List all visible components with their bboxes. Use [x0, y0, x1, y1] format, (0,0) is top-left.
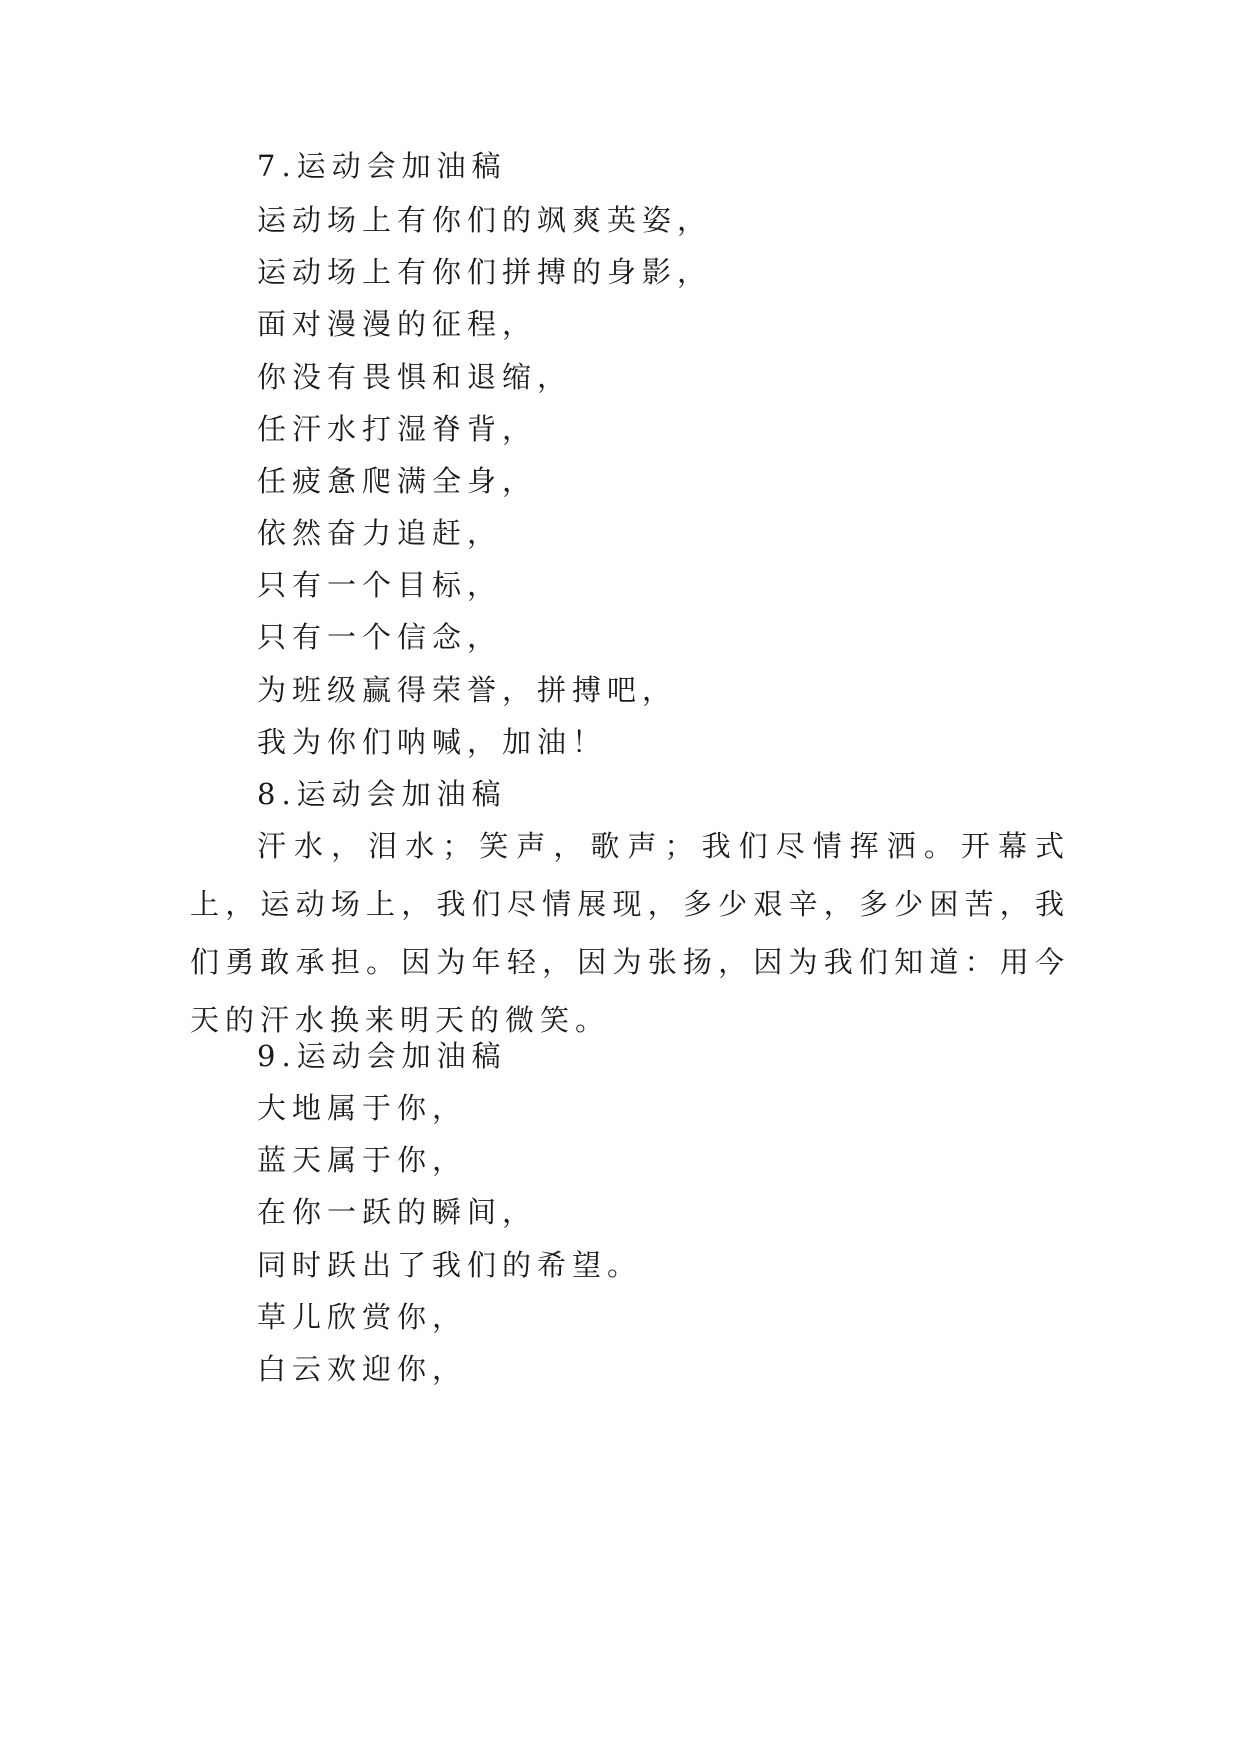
- poem-line: 面对漫漫的征程，: [257, 307, 538, 341]
- poem-line: 草儿欣赏你，: [257, 1300, 468, 1334]
- poem-line: 运动场上有你们拼搏的身影，: [257, 255, 713, 289]
- section-heading: 7.运动会加油稿: [257, 149, 507, 183]
- poem-line: 任汗水打湿脊背，: [257, 412, 538, 446]
- poem-line: 大地属于你，: [257, 1091, 468, 1125]
- body-paragraph: 汗水，泪水；笑声，歌声；我们尽情挥洒。开幕式上，运动场上，我们尽情展现，多少艰辛，多少困苦，我们勇敢承担。因为年轻，因为张扬，因为我们知道：用今天的汗水换来明天的微笑。: [190, 829, 1070, 1037]
- poem-line: 同时跃出了我们的希望。: [257, 1248, 643, 1282]
- poem-line: 白云欢迎你，: [257, 1352, 468, 1386]
- poem-line: 依然奋力追赶，: [257, 516, 503, 550]
- poem-line: 在你一跃的瞬间，: [257, 1195, 538, 1229]
- poem-line: 只有一个目标，: [257, 568, 503, 602]
- poem-line: 我为你们呐喊，加油！: [257, 725, 608, 759]
- poem-line: 运动场上有你们的飒爽英姿，: [257, 203, 713, 237]
- poem-line: 只有一个信念，: [257, 620, 503, 654]
- poem-line: 你没有畏惧和退缩，: [257, 360, 573, 394]
- section-heading: 8.运动会加油稿: [257, 777, 507, 811]
- poem-line: 蓝天属于你，: [257, 1143, 468, 1177]
- poem-line: 任疲惫爬满全身，: [257, 464, 538, 498]
- poem-line: 为班级赢得荣誉，拼搏吧，: [257, 673, 678, 707]
- section-heading: 9.运动会加油稿: [257, 1039, 507, 1073]
